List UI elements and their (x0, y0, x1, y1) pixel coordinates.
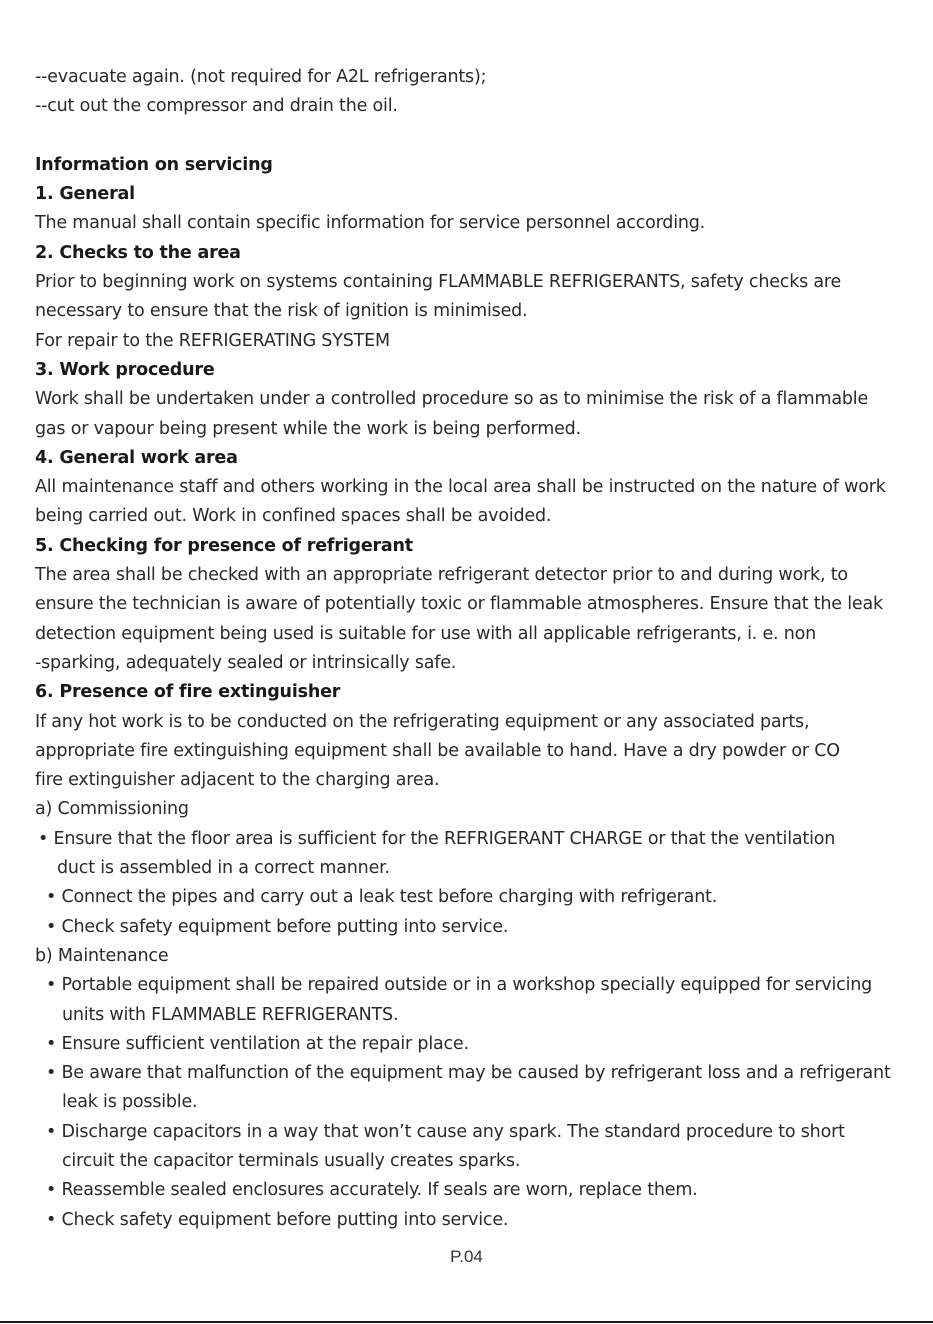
bullet-continuation: duct is assembled in a correct manner. (57, 858, 390, 879)
bullet-continuation: circuit the capacitor terminals usually creates sparks. (62, 1150, 521, 1171)
text-line: fire extinguisher adjacent to the charging area. (35, 770, 440, 791)
text-line: If any hot work is to be conducted on the refrigerating equipment or any associated parts, (35, 711, 810, 732)
subsection-label: a) Commissioning (35, 799, 189, 820)
bullet-item: • Ensure that the floor area is sufficient for the REFRIGERANT CHARGE or that the ventilation (38, 828, 836, 849)
bottom-divider (0, 1321, 933, 1323)
bullet-item: • Connect the pipes and carry out a leak test before charging with refrigerant. (46, 887, 718, 908)
bullet-item: • Ensure sufficient ventilation at the repair place. (46, 1033, 469, 1054)
text-line: All maintenance staff and others working in the local area shall be instructed on the nature of work (35, 477, 886, 498)
section-heading-work-area: 4. General work area (35, 447, 238, 468)
text-line: detection equipment being used is suitable for use with all applicable refrigerants, i. e. non (35, 623, 817, 644)
section-heading-general: 1. General (35, 184, 135, 205)
text-line: being carried out. Work in confined spaces shall be avoided. (35, 506, 552, 527)
bullet-item: • Check safety equipment before putting into service. (46, 916, 509, 937)
text-line: gas or vapour being present while the work is being performed. (35, 418, 581, 439)
section-heading-servicing: Information on servicing (35, 154, 273, 175)
bullet-item: • Discharge capacitors in a way that won’t cause any spark. The standard procedure to short (46, 1121, 845, 1142)
spacer (35, 122, 915, 151)
section-heading-fire-extinguisher: 6. Presence of fire extinguisher (35, 682, 341, 703)
text-line: necessary to ensure that the risk of ignition is minimised. (35, 301, 528, 322)
bullet-item: • Reassemble sealed enclosures accurately. If seals are worn, replace them. (46, 1180, 698, 1201)
text-line: Work shall be undertaken under a controlled procedure so as to minimise the risk of a flammable (35, 389, 869, 410)
bullet-continuation: units with FLAMMABLE REFRIGERANTS. (62, 1004, 399, 1025)
text-line: -sparking, adequately sealed or intrinsically safe. (35, 652, 457, 673)
bullet-item: • Check safety equipment before putting into service. (46, 1209, 509, 1230)
section-heading-work-procedure: 3. Work procedure (35, 359, 215, 380)
subsection-label: b) Maintenance (35, 945, 169, 966)
page-number: P.04 (450, 1247, 483, 1266)
text-line: --evacuate again. (not required for A2L refrigerants); (35, 67, 487, 87)
bullet-item: • Portable equipment shall be repaired outside or in a workshop specially equipped for servicing (46, 975, 873, 996)
text-line: For repair to the REFRIGERATING SYSTEM (35, 330, 390, 351)
text-line: appropriate fire extinguishing equipment shall be available to hand. Have a dry powder or CO (35, 740, 840, 761)
text-line: Prior to beginning work on systems containing FLAMMABLE REFRIGERANTS, safety checks are (35, 272, 842, 293)
section-heading-checks: 2. Checks to the area (35, 242, 241, 263)
manual-page-body (35, 63, 915, 1235)
section-heading-refrigerant-check: 5. Checking for presence of refrigerant (35, 535, 413, 556)
text-line: --cut out the compressor and drain the oil. (35, 96, 398, 117)
text-line: The manual shall contain specific information for service personnel according. (35, 213, 706, 234)
text-line: The area shall be checked with an appropriate refrigerant detector prior to and during work, to (35, 565, 848, 586)
bullet-continuation: leak is possible. (62, 1092, 198, 1113)
text-line: ensure the technician is aware of potentially toxic or flammable atmospheres. Ensure that the leak (35, 594, 883, 615)
bullet-item: • Be aware that malfunction of the equipment may be caused by refrigerant loss and a refrigerant (46, 1063, 891, 1084)
